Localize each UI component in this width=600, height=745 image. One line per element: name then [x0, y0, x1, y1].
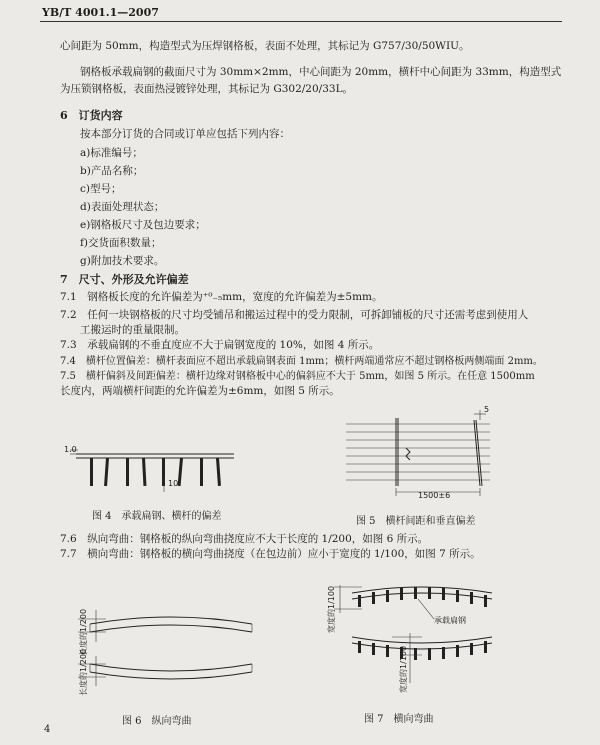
page-number: 4 — [44, 724, 51, 735]
clause-7-2a: 7.2 任何一块钢格板的尺寸均受铺吊和搬运过程中的受力限制，可拆卸铺板的尺寸还需考虑到使用人 — [60, 309, 529, 321]
order-item: c)型号； — [80, 183, 122, 195]
figure-5-caption: 图 5 横杆间距和垂直偏差 — [356, 516, 476, 527]
figure-4-label-top: 1.0 — [64, 445, 77, 454]
figure-6-caption: 图 6 纵向弯曲 — [122, 716, 192, 727]
clause-7-3: 7.3 承载扁钢的不垂直度应不大于扁钢宽度的 10%，如图 4 所示。 — [60, 339, 380, 351]
section-6-intro: 按本部分订货的合同或订单应包括下列内容： — [80, 128, 290, 140]
figure-5-label-skew: 5 — [484, 405, 490, 414]
clause-7-4: 7.4 横杆位置偏差：横杆表面应不超出承载扁钢表面 1mm；横杆两端通常应不超过钢格板两侧端面 2mm。 — [60, 356, 543, 367]
figure-7-label-bar: 承载扁钢 — [434, 616, 466, 625]
order-item: d)表面处理状态； — [80, 201, 165, 213]
standard-number: YB/T 4001.1—2007 — [42, 6, 159, 19]
figure-4-diagram — [64, 440, 244, 500]
figure-4-label-bar: 10 — [168, 479, 179, 488]
figure-6-diagram — [76, 600, 266, 700]
clause-7-5a: 7.5 横杆偏斜及间距偏差：横杆边缘对钢格板中心的偏斜应不大于 5mm，如图 5 所示。在任意 1500mm — [60, 371, 535, 382]
order-item: g)附加技术要求。 — [80, 255, 165, 267]
section-6-heading: 6 订货内容 — [60, 109, 123, 122]
section-7-heading: 7 尺寸、外形及允许偏差 — [60, 273, 189, 286]
figure-7-caption: 图 7 横向弯曲 — [364, 714, 434, 725]
figure-6-label-a: 长度的1/200 — [79, 608, 88, 656]
order-item: b)产品名称； — [80, 165, 144, 177]
clause-7-2b: 工搬运时的重量限制。 — [80, 324, 185, 336]
order-item: f)交货面积数量； — [80, 237, 162, 249]
figure-7-label-a: 宽度的1/100 — [327, 585, 336, 633]
figure-6-label-b: 长度的1/200 — [79, 648, 88, 696]
figure-5-diagram — [340, 405, 500, 500]
figure-7-diagram — [322, 583, 502, 695]
header-rule — [40, 21, 562, 22]
clause-7-1: 7.1 钢格板长度的允许偏差为⁺⁰₋₅mm，宽度的允许偏差为±5mm。 — [60, 291, 383, 303]
figure-7-label-b: 宽度的1/100 — [399, 645, 408, 693]
order-item: a)标准编号； — [80, 147, 143, 159]
paragraph-2b: 为压锁钢格板，表面热浸镀锌处理，其标记为 G302/20/33L。 — [60, 83, 354, 95]
order-item: e)钢格板尺寸及包边要求； — [80, 219, 206, 231]
paragraph-1: 心间距为 50mm，构造型式为压焊钢格板，表面不处理，其标记为 G757/30/50WIU。 — [60, 40, 470, 52]
figure-4-caption: 图 4 承载扁钢、横杆的偏差 — [92, 511, 222, 522]
clause-7-6: 7.6 纵向弯曲：钢格板的纵向弯曲挠度应不大于长度的 1/200，如图 6 所示。 — [60, 533, 429, 545]
paragraph-2a: 钢格板承载扁钢的截面尺寸为 30mm×2mm，中心间距为 20mm，横杆中心间距为 33mm，构造型式 — [80, 66, 562, 78]
clause-7-5b: 长度内，两端横杆间距的允许偏差为±6mm，如图 5 所示。 — [60, 385, 340, 397]
clause-7-7: 7.7 横向弯曲：钢格板的横向弯曲挠度（在包边前）应小于宽度的 1/100，如图 7 所示。 — [60, 548, 481, 560]
figure-5-label-span: 1500±6 — [418, 491, 451, 500]
